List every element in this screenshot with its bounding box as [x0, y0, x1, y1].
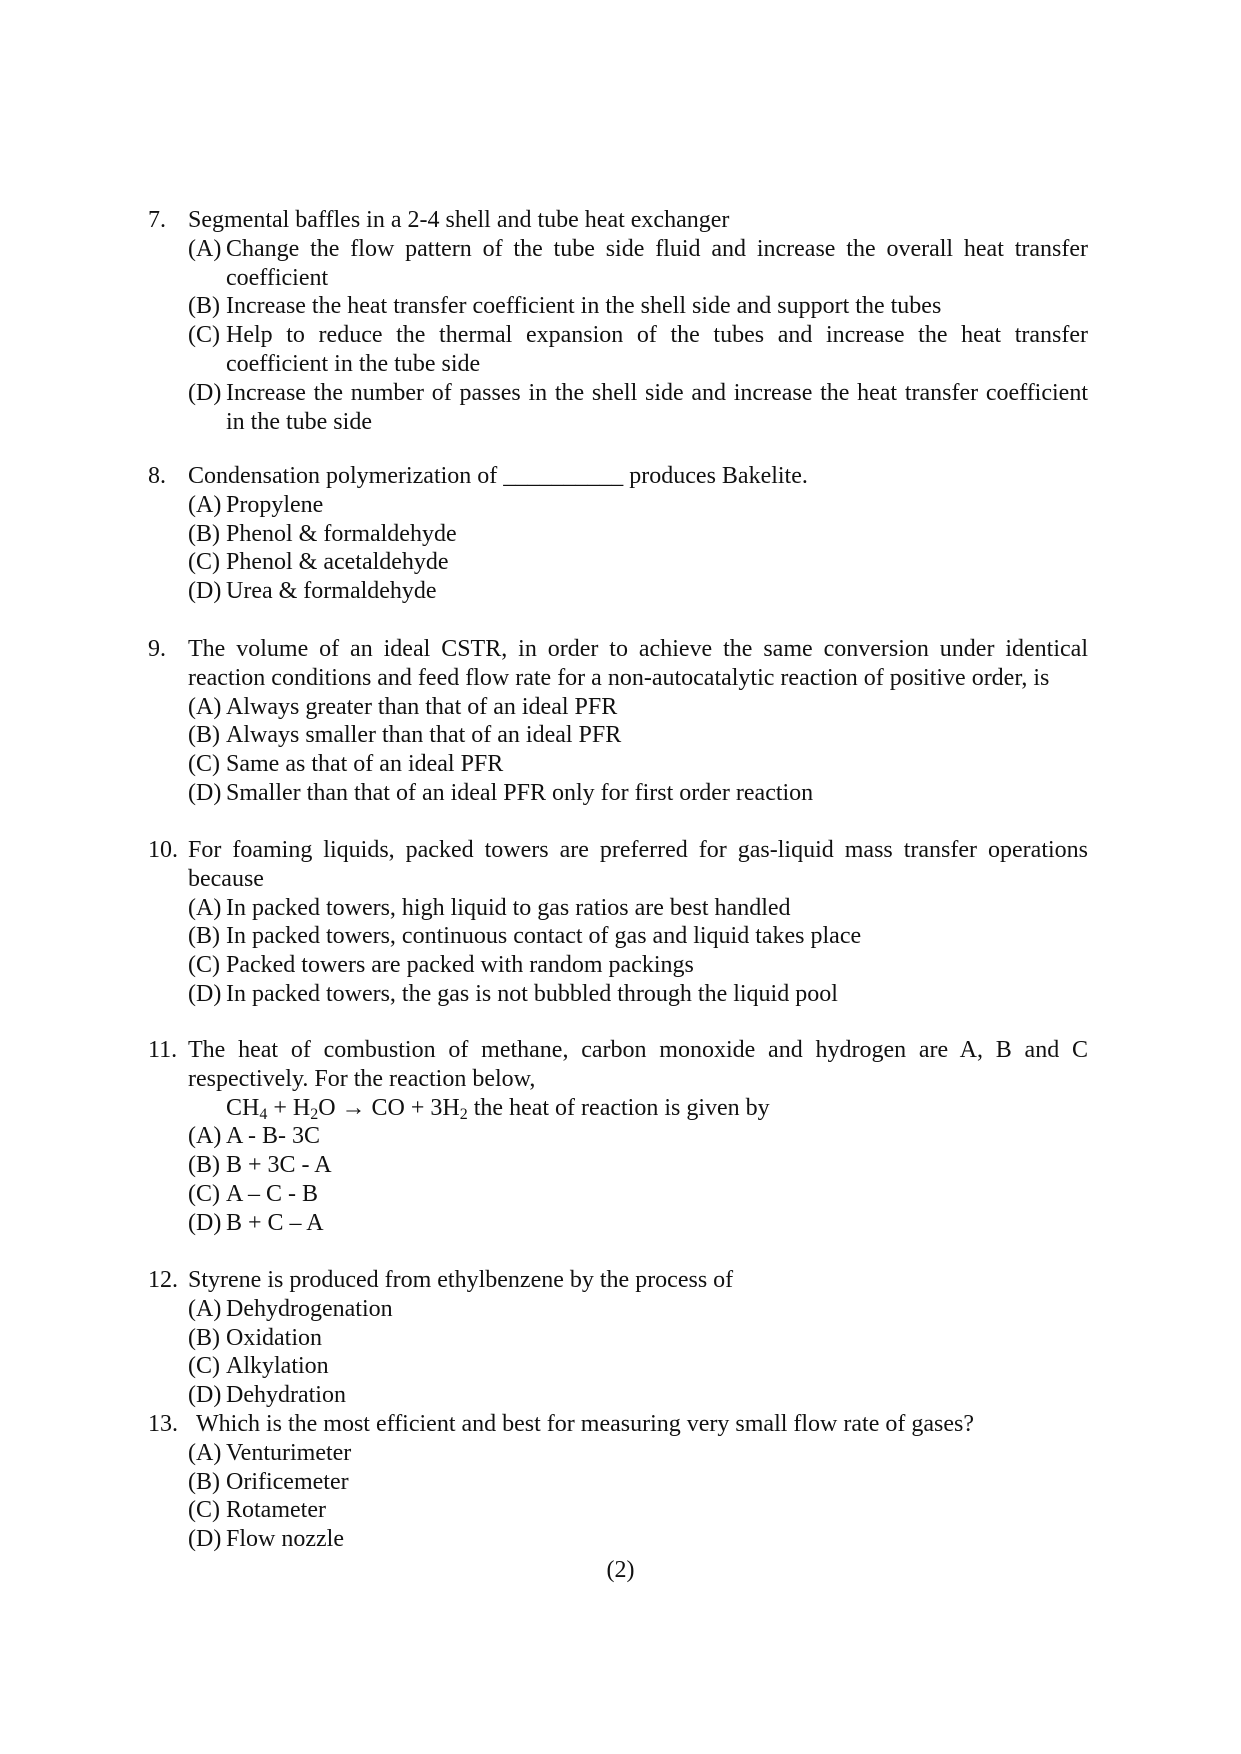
option-label: (C)	[188, 751, 220, 778]
option-text: Urea & formaldehyde	[226, 578, 437, 605]
question-number: 7.	[148, 207, 166, 233]
option-label: (A)	[188, 894, 222, 921]
reaction-equation	[226, 1094, 1088, 1123]
option-text: Dehydrogenation	[226, 1295, 393, 1322]
option-b	[188, 1468, 1088, 1497]
option-text: Dehydration	[226, 1382, 346, 1409]
equation-part: CH	[226, 1094, 260, 1121]
option-text: Always smaller than that of an ideal PFR	[226, 722, 622, 749]
option-label: (C)	[188, 1180, 220, 1207]
question-text: Which is the most efficient and best for measuring very small flow rate of gases?	[196, 1411, 974, 1437]
option-text: Orificemeter	[226, 1468, 349, 1495]
option-a	[188, 235, 1088, 293]
option-label: (A)	[188, 235, 222, 262]
option-text: Oxidation	[226, 1324, 322, 1351]
option-list	[188, 235, 1088, 437]
option-list	[188, 894, 1088, 1009]
option-d	[188, 1209, 1088, 1238]
option-list	[188, 491, 1088, 606]
question-number: 11.	[148, 1037, 178, 1063]
question-stem	[148, 1410, 1088, 1439]
option-d	[188, 779, 1088, 808]
option-text: Packed towers are packed with random packings	[226, 952, 694, 979]
option-list	[188, 693, 1088, 808]
option-label: (C)	[188, 1497, 220, 1524]
question-12	[148, 1266, 1088, 1410]
equation-part: O → CO + 3H	[318, 1094, 460, 1121]
option-label: (B)	[188, 1324, 220, 1351]
question-number: 13.	[148, 1411, 178, 1437]
option-text: In packed towers, the gas is not bubbled through the liquid pool	[226, 980, 838, 1007]
option-c	[188, 321, 1088, 379]
equation-part: the heat of reaction is given by	[467, 1094, 770, 1121]
option-label: (D)	[188, 379, 222, 406]
option-c	[188, 1180, 1088, 1209]
option-label: (D)	[188, 1382, 222, 1409]
option-text: B + 3C - A	[226, 1152, 332, 1179]
option-text: Always greater than that of an ideal PFR	[226, 693, 618, 720]
question-stem	[148, 1266, 1088, 1295]
option-text: B + C – A	[226, 1209, 324, 1236]
option-text: Venturimeter	[226, 1439, 352, 1466]
question-text: Condensation polymerization of __________ produces Bakelite.	[188, 463, 808, 489]
option-a	[188, 894, 1088, 923]
question-10	[148, 836, 1088, 1009]
option-label: (D)	[188, 980, 222, 1007]
option-label: (A)	[188, 1295, 222, 1322]
option-c	[188, 1496, 1088, 1525]
option-b	[188, 292, 1088, 321]
question-stem	[148, 1036, 1088, 1094]
option-list	[188, 1122, 1088, 1237]
option-d	[188, 1525, 1088, 1554]
equation-subscript: 2	[310, 1105, 319, 1123]
question-text: The heat of combustion of methane, carbon monoxide and hydrogen are A, B and C respectively. For the reaction below,	[188, 1037, 1088, 1092]
option-label: (A)	[188, 1439, 222, 1466]
option-b	[188, 1151, 1088, 1180]
option-d	[188, 577, 1088, 606]
option-a	[188, 693, 1088, 722]
option-c	[188, 548, 1088, 577]
option-label: (B)	[188, 1468, 220, 1495]
question-text: For foaming liquids, packed towers are preferred for gas-liquid mass transfer operations because	[188, 837, 1088, 892]
option-label: (A)	[188, 491, 222, 518]
option-c	[188, 951, 1088, 980]
option-text: Help to reduce the thermal expansion of the tubes and increase the heat transfer coefficient in the tube side	[226, 322, 1088, 377]
question-stem	[148, 836, 1088, 894]
page-number: (2)	[606, 1557, 635, 1583]
option-a	[188, 491, 1088, 520]
equation-subscript: 2	[459, 1105, 468, 1123]
option-label: (C)	[188, 549, 220, 576]
question-13	[148, 1410, 1088, 1554]
option-text: Phenol & formaldehyde	[226, 520, 457, 547]
question-stem	[148, 635, 1088, 693]
option-label: (D)	[188, 779, 222, 806]
option-label: (C)	[188, 1353, 220, 1380]
question-number: 8.	[148, 463, 166, 489]
option-a	[188, 1295, 1088, 1324]
option-a	[188, 1122, 1088, 1151]
option-text: Smaller than that of an ideal PFR only for first order reaction	[226, 779, 814, 806]
option-text: Increase the number of passes in the shell side and increase the heat transfer coefficient in the tube side	[226, 379, 1088, 435]
equation-part: + H	[267, 1094, 311, 1121]
option-text: Flow nozzle	[226, 1526, 344, 1553]
option-text: Change the flow pattern of the tube side fluid and increase the overall heat transfer coefficient	[226, 235, 1088, 291]
question-number: 9.	[148, 636, 166, 662]
option-label: (D)	[188, 1209, 222, 1236]
option-text: Increase the heat transfer coefficient in the shell side and support the tubes	[226, 293, 942, 320]
option-label: (B)	[188, 722, 220, 749]
option-label: (B)	[188, 293, 220, 320]
option-label: (B)	[188, 923, 220, 950]
option-text: Alkylation	[226, 1353, 329, 1380]
question-stem	[148, 206, 1088, 235]
question-text: Styrene is produced from ethylbenzene by the process of	[188, 1267, 734, 1293]
option-d	[188, 379, 1088, 437]
question-text: The volume of an ideal CSTR, in order to achieve the same conversion under identical reaction conditions and feed flow rate for a non-autocatalytic reaction of positive order, is	[188, 636, 1088, 691]
question-number: 12.	[148, 1267, 178, 1293]
option-text: A – C - B	[226, 1180, 319, 1207]
option-label: (B)	[188, 1152, 220, 1179]
question-text: Segmental baffles in a 2-4 shell and tube heat exchanger	[188, 207, 730, 233]
option-b	[188, 1324, 1088, 1353]
option-d	[188, 1381, 1088, 1410]
option-c	[188, 1352, 1088, 1381]
option-text: Propylene	[226, 491, 324, 518]
question-7	[148, 206, 1088, 436]
option-text: Rotameter	[226, 1497, 326, 1524]
option-text: A - B- 3C	[226, 1123, 321, 1150]
option-b	[188, 721, 1088, 750]
question-9	[148, 635, 1088, 808]
question-stem	[148, 462, 1088, 491]
option-d	[188, 980, 1088, 1009]
option-b	[188, 520, 1088, 549]
question-number: 10.	[148, 837, 178, 863]
option-text: Same as that of an ideal PFR	[226, 751, 504, 778]
option-label: (D)	[188, 1526, 222, 1553]
option-label: (D)	[188, 578, 222, 605]
option-text: In packed towers, high liquid to gas ratios are best handled	[226, 894, 791, 921]
option-label: (A)	[188, 1123, 222, 1150]
question-11	[148, 1036, 1088, 1238]
option-label: (C)	[188, 952, 220, 979]
option-text: Phenol & acetaldehyde	[226, 549, 449, 576]
option-text: In packed towers, continuous contact of gas and liquid takes place	[226, 923, 862, 950]
option-label: (B)	[188, 520, 220, 547]
option-c	[188, 750, 1088, 779]
equation-subscript: 4	[259, 1105, 268, 1123]
option-list	[188, 1295, 1088, 1410]
option-list	[188, 1439, 1088, 1554]
option-label: (C)	[188, 322, 220, 349]
option-label: (A)	[188, 693, 222, 720]
option-a	[188, 1439, 1088, 1468]
question-8	[148, 462, 1088, 606]
option-b	[188, 922, 1088, 951]
